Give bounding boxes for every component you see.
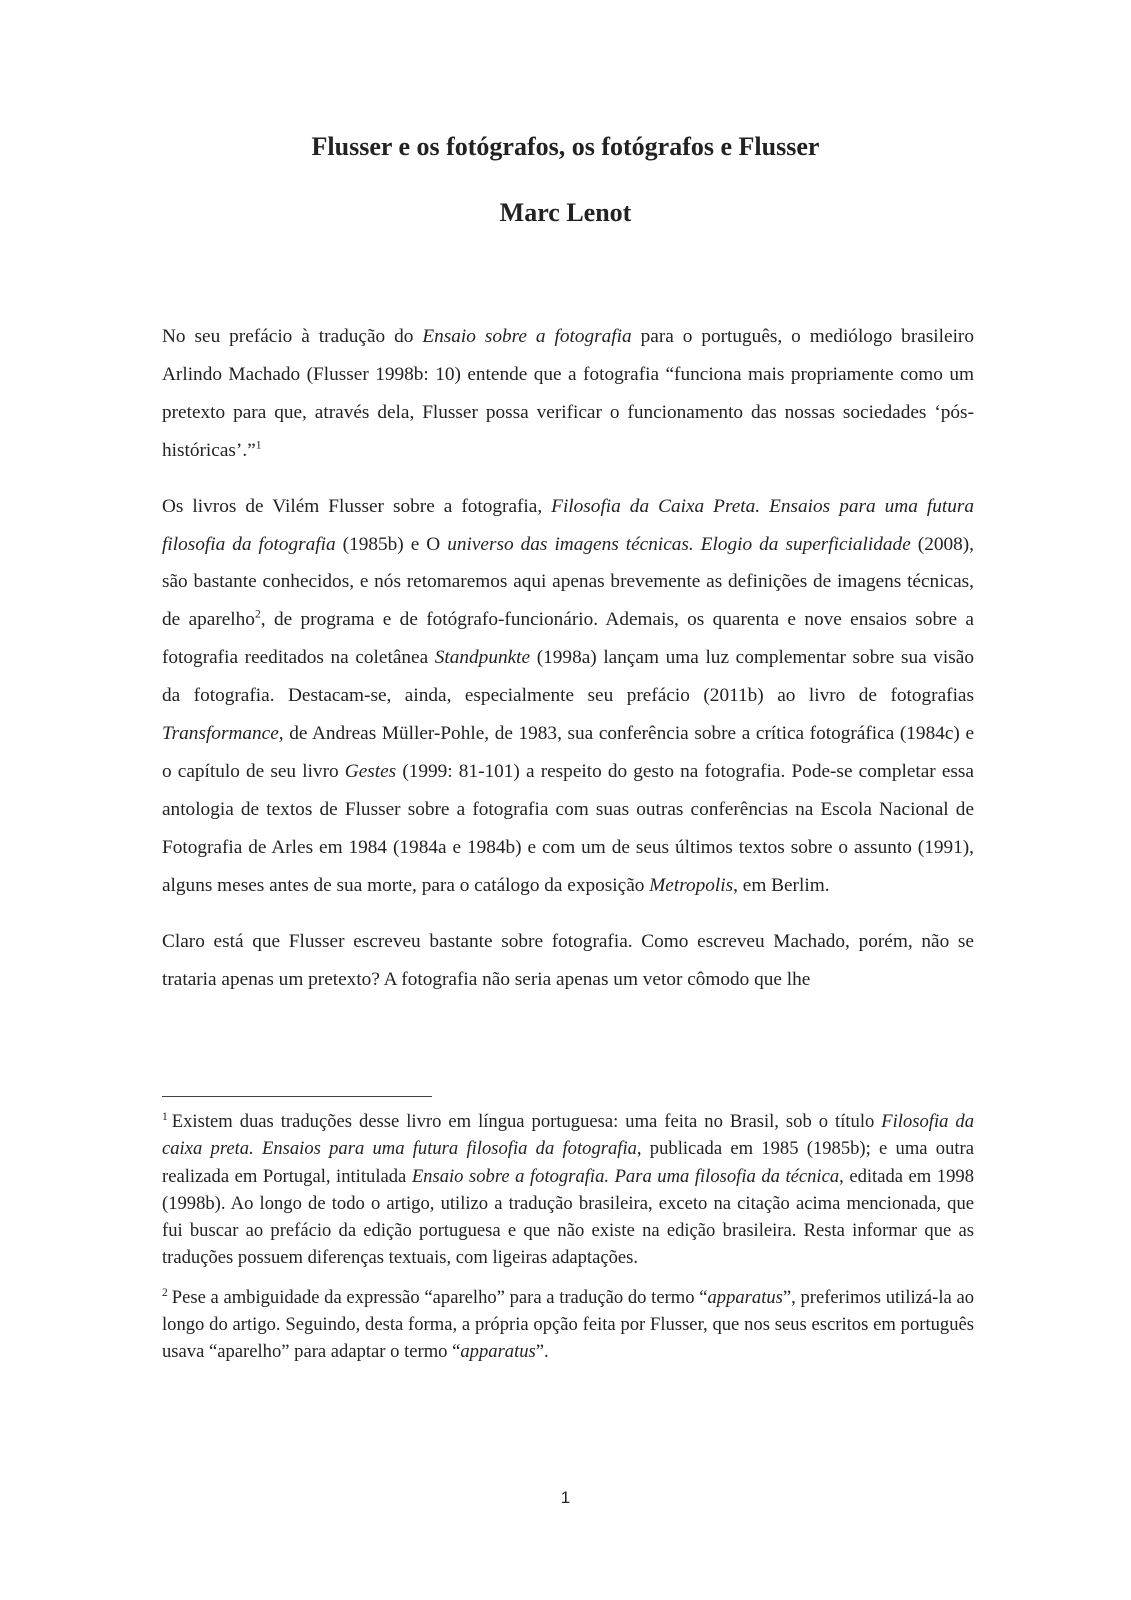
- footnote-2: $^2$ Pese a ambiguidade da expressão “aparelho” para a tradução do termo “apparatus”, preferimos utilizá-la ao longo do artigo. Seguindo, desta forma, a própria opção feita por Flusser, que nos seus escritos em português usava “aparelho” para adaptar o termo “apparatus”.: [162, 1286, 974, 1363]
- book-title: universo das imagens técnicas. Elogio da superficialidade: [447, 533, 911, 555]
- footnote-1: $^1$ Existem duas traduções desse livro em língua portuguesa: uma feita no Brasil, sob o título Filosofia da caixa preta. Ensaios para uma futura filosofia da fotografia, publicada em 1985 (1985b); e uma outra realizada em Portugal, intitulada Ensaio sobre a fotografia. Para uma filosofia da técnica, editada em 1998 (1998b). Ao longo de todo o artigo, utilizo a tradução brasileira, exceto na citação acima mencionada, que fui buscar ao prefácio da edição portuguesa e que não existe na edição brasileira. Resta informar que as traduções possuem diferenças textuais, com ligeiras adaptações.: [162, 1110, 975, 1269]
- book-title: Filosofia da Caixa Preta. Ensaios para uma futura filosofia da fotografia: [162, 495, 974, 555]
- footnote-divider: [162, 1096, 432, 1097]
- paragraph-2: Os livros de Vilém Flusser sobre a fotografia, Filosofia da Caixa Preta. Ensaios para uma futura filosofia da fotografia (1985b) e O universo das imagens técnicas. Elogio da superficialidade (2008), são bastante conhecidos, e nós retomaremos aqui apenas brevemente as definições de imagens técnicas, de aparelho$^2$, de programa e de fotógrafo-funcionário. Ademais, os quarenta e nove ensaios sobre a fotografia reeditados na coletânea Standpunkte (1998a) lançam uma luz complementar sobre sua visão da fotografia. Destacam-se, ainda, especialmente seu prefácio (2011b) ao livro de fotografias Transformance, de Andreas Müller-Pohle, de 1983, sua conferência sobre a crítica fotográfica (1984c) e o capítulo de seu livro Gestes (1999: 81-101) a respeito do gesto na fotografia. Pode-se completar essa antologia de textos de Flusser sobre a fotografia com suas outras conferências na Escola Nacional de Fotografia de Arles em 1984 (1984a e 1984b) e com um de seus últimos textos sobre o assunto (1991), alguns meses antes de sua morte, para o catálogo da exposição Metropolis, em Berlim.: [162, 495, 975, 896]
- footnote-mark: 2: [162, 1286, 168, 1299]
- book-title: Gestes: [344, 760, 397, 782]
- author-name: Marc Lenot: [499, 198, 632, 227]
- book-title: Transformance: [162, 723, 279, 745]
- paragraph-3: Claro está que Flusser escreveu bastante sobre fotografia. Como escreveu Machado, porém, não se trataria apenas um pretexto? A fotografia não seria apenas um vetor cômodo que lhe: [162, 930, 974, 990]
- footnote-ref-1[interactable]: 1: [255, 438, 262, 452]
- page-number: 1: [560, 1488, 571, 1507]
- paragraph-1: No seu prefácio à tradução do Ensaio sobre a fotografia para o português, o mediólogo brasileiro Arlindo Machado (Flusser 1998b: 10) entende que a fotografia “funciona mais propriamente como um pretexto para que, através dela, Flusser possa verificar o funcionamento das nossas sociedades ‘pós-históricas’.”$^1$: [162, 326, 974, 461]
- footnote-mark: 1: [162, 1110, 168, 1123]
- article-title: Flusser e os fotógrafos, os fotógrafos e Flusser: [311, 132, 820, 161]
- exhibition-title: Metropolis: [649, 874, 734, 896]
- footnotes: [162, 1108, 974, 1378]
- book-title: Ensaio sobre a fotografia: [422, 326, 632, 347]
- footnote-ref-2[interactable]: 2: [254, 607, 261, 621]
- article-body: [162, 318, 974, 1016]
- book-title: Standpunkte: [434, 647, 531, 669]
